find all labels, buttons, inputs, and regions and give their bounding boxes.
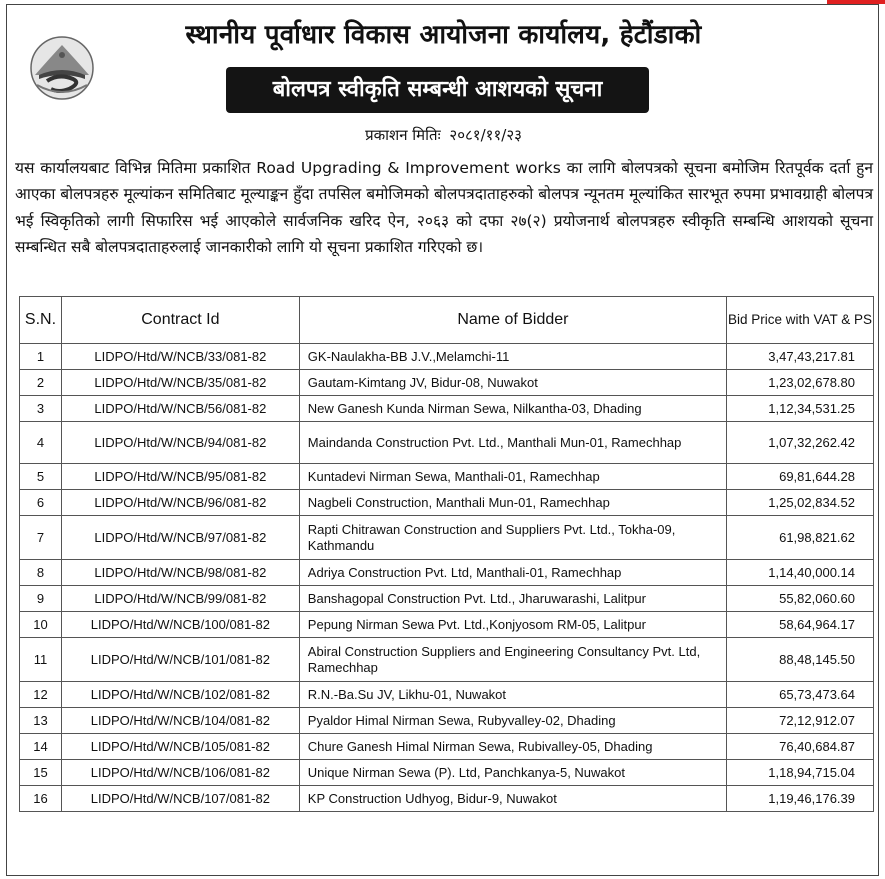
publication-date-label: प्रकाशन मितिः — [365, 126, 441, 144]
header-bid-price: Bid Price with VAT & PS — [727, 297, 874, 344]
cell-bidder: R.N.-Ba.Su JV, Likhu-01, Nuwakot — [299, 682, 726, 708]
cell-bidder: Kuntadevi Nirman Sewa, Manthali-01, Ramechhap — [299, 464, 726, 490]
table-row — [20, 760, 874, 786]
cell-contract-id: LIDPO/Htd/W/NCB/106/081-82 — [61, 760, 299, 786]
notice-title-banner: बोलपत्र स्वीकृति सम्बन्धी आशयको सूचना — [226, 67, 649, 113]
cell-bidder: Maindanda Construction Pvt. Ltd., Manthali Mun-01, Ramechhap — [299, 422, 726, 464]
office-title: स्थानीय पूर्वाधार विकास आयोजना कार्यालय, हेटौंडाको — [185, 20, 702, 50]
cell-price: 65,73,473.64 — [727, 682, 874, 708]
cell-contract-id: LIDPO/Htd/W/NCB/102/081-82 — [61, 682, 299, 708]
cell-contract-id: LIDPO/Htd/W/NCB/56/081-82 — [61, 396, 299, 422]
cell-bidder: Gautam-Kimtang JV, Bidur-08, Nuwakot — [299, 370, 726, 396]
table-row — [20, 516, 874, 560]
cell-sn: 14 — [20, 734, 62, 760]
cell-sn: 12 — [20, 682, 62, 708]
notice-body-text: यस कार्यालयबाट विभिन्न मितिमा प्रकाशित Road Upgrading & Improvement works का लागि बोलपत्रको सूचना बमोजिम रितपूर्वक दर्ता हुन आएका बोलपत्रहरु मूल्यांकन समितिबाट मूल्याङ्कन हुँदा तपसिल बमोजिमको बोलपत्रदाताहरुको बोलपत्र न्यूनतम मूल्यांकित सारभूत रुपमा प्रभावग्राही बोलपत्र भई स्विकृतिको लागी सिफारिस भई आएकोले सार्वजनिक खरिद ऐन, २०६३ को दफा २७(२) प्रयोजनार्थ बोलपत्रहरु स्वीकृति सम्बन्धि आशयको सूचना सम्बन्धित सबै बोलपत्रदाताहरुलाई जानकारीको लागि यो सूचना प्रकाशित गरिएको छ। — [15, 159, 873, 256]
cell-price: 1,14,40,000.14 — [727, 560, 874, 586]
cell-sn: 1 — [20, 344, 62, 370]
header-contract-id: Contract Id — [61, 297, 299, 344]
cell-sn: 2 — [20, 370, 62, 396]
cell-price: 1,12,34,531.25 — [727, 396, 874, 422]
cell-contract-id: LIDPO/Htd/W/NCB/98/081-82 — [61, 560, 299, 586]
cell-price: 61,98,821.62 — [727, 516, 874, 560]
cell-price: 58,64,964.17 — [727, 612, 874, 638]
cell-bidder: Unique Nirman Sewa (P). Ltd, Panchkanya-5, Nuwakot — [299, 760, 726, 786]
cell-price: 1,18,94,715.04 — [727, 760, 874, 786]
cell-sn: 10 — [20, 612, 62, 638]
cell-price: 1,07,32,262.42 — [727, 422, 874, 464]
cell-price: 1,19,46,176.39 — [727, 786, 874, 812]
cell-sn: 5 — [20, 464, 62, 490]
cell-price: 1,25,02,834.52 — [727, 490, 874, 516]
cell-sn: 7 — [20, 516, 62, 560]
table-row — [20, 422, 874, 464]
cell-sn: 9 — [20, 586, 62, 612]
table-row — [20, 682, 874, 708]
table-header-row — [20, 297, 874, 344]
table-row — [20, 612, 874, 638]
cell-price: 55,82,060.60 — [727, 586, 874, 612]
table-row — [20, 786, 874, 812]
cell-contract-id: LIDPO/Htd/W/NCB/33/081-82 — [61, 344, 299, 370]
cell-bidder: New Ganesh Kunda Nirman Sewa, Nilkantha-03, Dhading — [299, 396, 726, 422]
notice — [6, 4, 879, 876]
cell-contract-id: LIDPO/Htd/W/NCB/35/081-82 — [61, 370, 299, 396]
publication-date — [7, 125, 880, 145]
table-row — [20, 560, 874, 586]
cell-price: 72,12,912.07 — [727, 708, 874, 734]
cell-sn: 8 — [20, 560, 62, 586]
table-row — [20, 464, 874, 490]
table-row — [20, 586, 874, 612]
table-row — [20, 344, 874, 370]
header-sn: S.N. — [20, 297, 62, 344]
cell-contract-id: LIDPO/Htd/W/NCB/99/081-82 — [61, 586, 299, 612]
cell-price: 76,40,684.87 — [727, 734, 874, 760]
cell-bidder: Abiral Construction Suppliers and Engineering Consultancy Pvt. Ltd, Ramechhap — [299, 638, 726, 682]
table-row — [20, 734, 874, 760]
cell-sn: 15 — [20, 760, 62, 786]
cell-bidder: Nagbeli Construction, Manthali Mun-01, Ramechhap — [299, 490, 726, 516]
cell-sn: 6 — [20, 490, 62, 516]
table-row — [20, 396, 874, 422]
cell-sn: 11 — [20, 638, 62, 682]
cell-contract-id: LIDPO/Htd/W/NCB/96/081-82 — [61, 490, 299, 516]
cell-bidder: KP Construction Udhyog, Bidur-9, Nuwakot — [299, 786, 726, 812]
cell-contract-id: LIDPO/Htd/W/NCB/100/081-82 — [61, 612, 299, 638]
cell-price: 69,81,644.28 — [727, 464, 874, 490]
cell-bidder: Adriya Construction Pvt. Ltd, Manthali-01, Ramechhap — [299, 560, 726, 586]
cell-bidder: Pepung Nirman Sewa Pvt. Ltd.,Konjyosom RM-05, Lalitpur — [299, 612, 726, 638]
table-row — [20, 638, 874, 682]
cell-bidder: Rapti Chitrawan Construction and Suppliers Pvt. Ltd., Tokha-09, Kathmandu — [299, 516, 726, 560]
cell-contract-id: LIDPO/Htd/W/NCB/101/081-82 — [61, 638, 299, 682]
table-row — [20, 708, 874, 734]
cell-contract-id: LIDPO/Htd/W/NCB/97/081-82 — [61, 516, 299, 560]
cell-price: 3,47,43,217.81 — [727, 344, 874, 370]
cell-sn: 16 — [20, 786, 62, 812]
cell-bidder: GK-Naulakha-BB J.V.,Melamchi-11 — [299, 344, 726, 370]
table-row — [20, 370, 874, 396]
cell-contract-id: LIDPO/Htd/W/NCB/94/081-82 — [61, 422, 299, 464]
publication-date-value: २०८१/११/२३ — [449, 126, 522, 144]
cell-contract-id: LIDPO/Htd/W/NCB/104/081-82 — [61, 708, 299, 734]
table-row — [20, 490, 874, 516]
cell-bidder: Banshagopal Construction Pvt. Ltd., Jharuwarashi, Lalitpur — [299, 586, 726, 612]
cell-contract-id: LIDPO/Htd/W/NCB/105/081-82 — [61, 734, 299, 760]
cell-sn: 13 — [20, 708, 62, 734]
cell-contract-id: LIDPO/Htd/W/NCB/95/081-82 — [61, 464, 299, 490]
cell-bidder: Pyaldor Himal Nirman Sewa, Rubyvalley-02, Dhading — [299, 708, 726, 734]
cell-price: 1,23,02,678.80 — [727, 370, 874, 396]
cell-price: 88,48,145.50 — [727, 638, 874, 682]
cell-bidder: Chure Ganesh Himal Nirman Sewa, Rubivalley-05, Dhading — [299, 734, 726, 760]
cell-contract-id: LIDPO/Htd/W/NCB/107/081-82 — [61, 786, 299, 812]
bid-table — [19, 296, 874, 812]
header-bidder-name: Name of Bidder — [299, 297, 726, 344]
cell-sn: 4 — [20, 422, 62, 464]
cell-sn: 3 — [20, 396, 62, 422]
